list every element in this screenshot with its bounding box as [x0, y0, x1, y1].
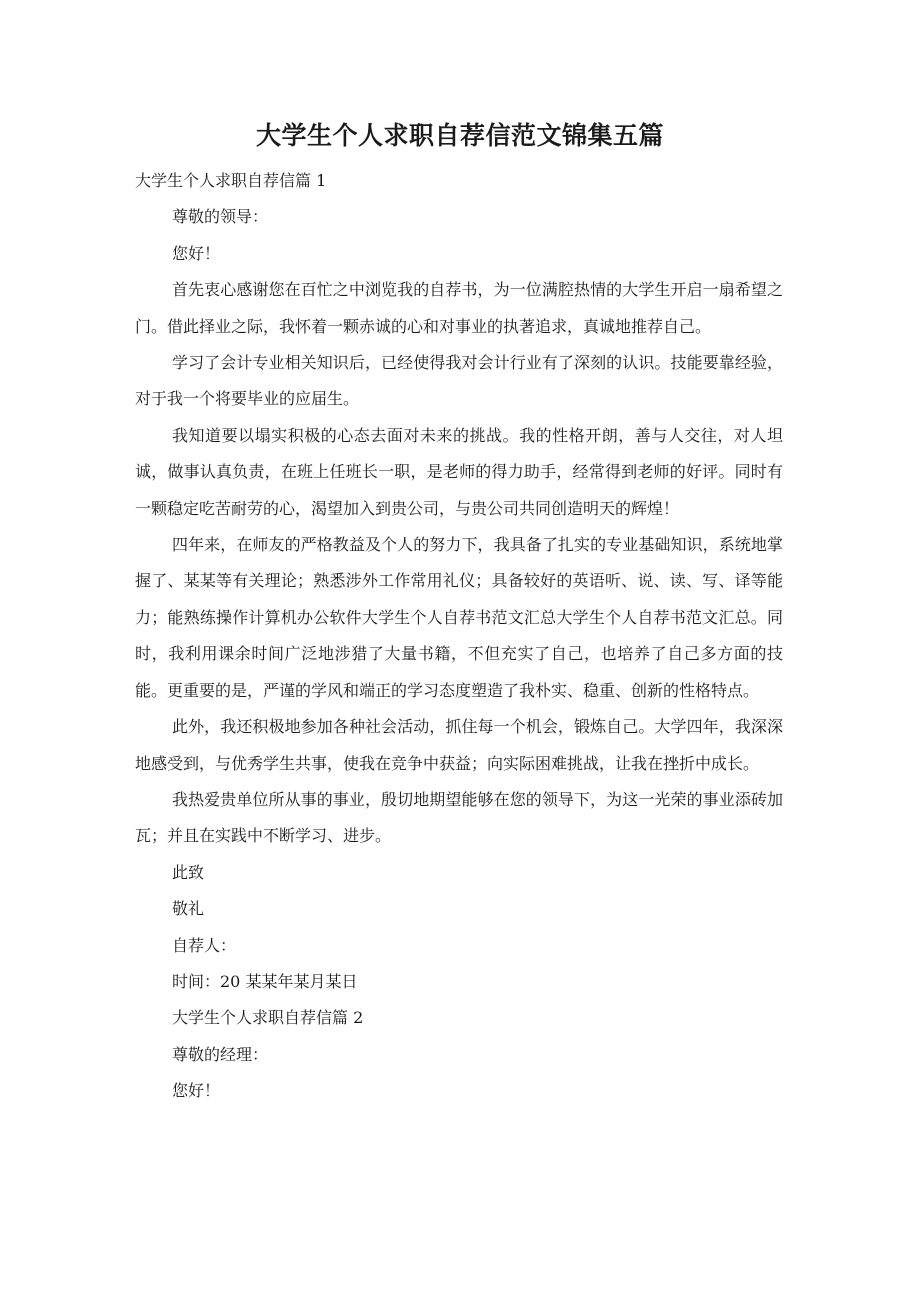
letter1-paragraph: 四年来，在师友的严格教益及个人的努力下，我具备了扎实的专业基础知识，系统地掌握了、某某等有关理论；熟悉涉外工作常用礼仪；具备较好的英语听、说、读、写、译等能力；能熟练操作计算机办公软件大学生个人自荐书范文汇总大学生个人自荐书范文汇总。同时，我利用课余时间广泛地涉猎了大量书籍，不但充实了自己，也培养了自己多方面的技能。更重要的是，严谨的学风和端正的学习态度塑造了我朴实、稳重、创新的性格特点。 [135, 535, 783, 700]
document-title: 大学生个人求职自荐信范文锦集五篇 [255, 121, 664, 150]
letter1-date: 时间：20 某某年某月某日 [172, 971, 358, 991]
letter1-paragraph: 首先衷心感谢您在百忙之中浏览我的自荐书，为一位满腔热情的大学生开启一扇希望之门。借此择业之际，我怀着一颗赤诚的心和对事业的执著追求，真诚地推荐自己。 [135, 280, 783, 336]
document-body [135, 163, 783, 1110]
letter1-closing-2: 敬礼 [172, 899, 205, 919]
letter2-heading: 大学生个人求职自荐信篇 2 [172, 1008, 364, 1028]
letter1-paragraph: 我热爱贵单位所从事的事业，殷切地期望能够在您的领导下，为这一光荣的事业添砖加瓦；并且在实践中不断学习、进步。 [135, 789, 783, 846]
letter2-salutation: 尊敬的经理： [172, 1044, 269, 1064]
letter1-paragraph: 学习了会计专业相关知识后，已经使得我对会计行业有了深刻的认识。技能要靠经验，对于我一个将要毕业的应届生。 [135, 353, 783, 409]
letter1-closing-1: 此致 [172, 862, 205, 882]
letter1-greeting: 您好！ [172, 243, 221, 263]
letter1-signer: 自荐人： [172, 935, 237, 955]
letter1-paragraph: 此外，我还积极地参加各种社会活动，抓住每一个机会，锻炼自己。大学四年，我深深地感受到，与优秀学生共事，使我在竞争中获益；向实际困难挑战，让我在挫折中成长。 [135, 717, 783, 773]
letter1-paragraph: 我知道要以塌实积极的心态去面对未来的挑战。我的性格开朗，善与人交往，对人坦诚，做事认真负责，在班上任班长一职，是老师的得力助手，经常得到老师的好评。同时有一颗稳定吃苦耐劳的心，渴望加入到贵公司，与贵公司共同创造明天的辉煌！ [135, 425, 783, 518]
letter2-greeting: 您好！ [172, 1081, 221, 1101]
letter1-heading: 大学生个人求职自荐信篇 1 [135, 171, 327, 190]
letter1-salutation: 尊敬的领导： [172, 207, 269, 227]
